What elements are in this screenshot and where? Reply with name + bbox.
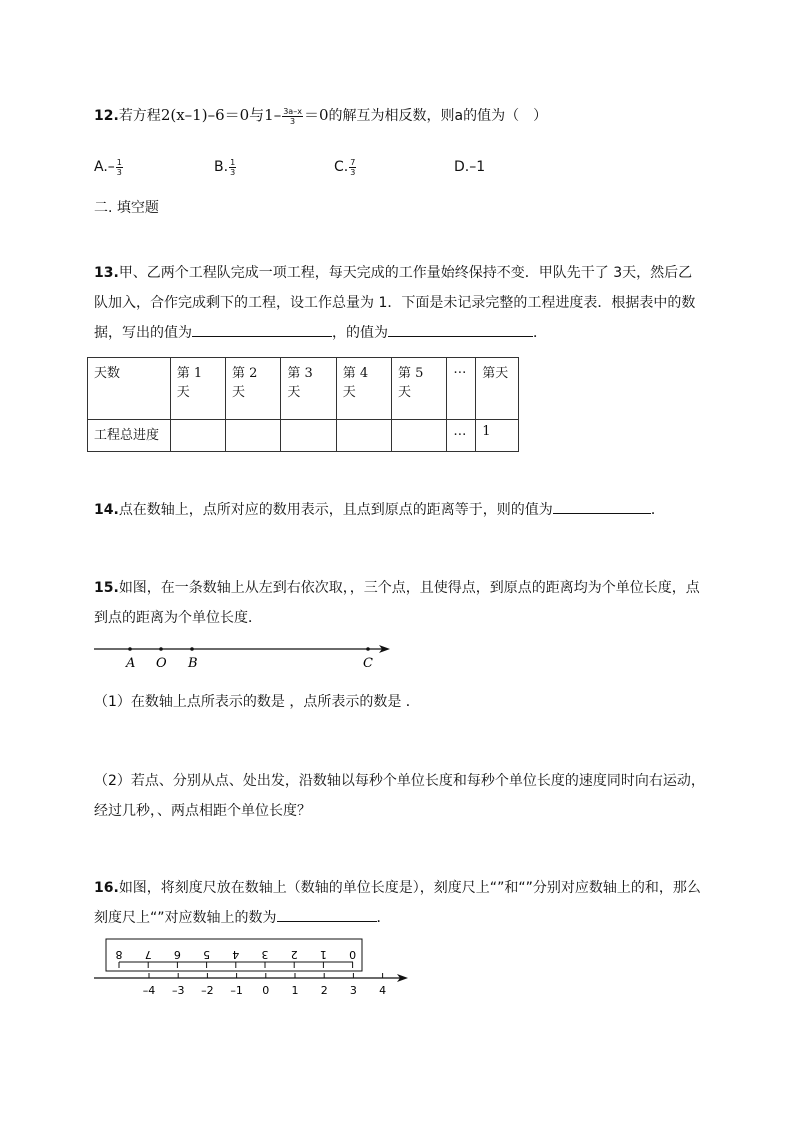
number-line-figure [90,638,400,672]
ruler-figure [90,938,420,1002]
ruler-label: 6 [173,948,181,961]
answer-blank[interactable] [277,907,377,922]
q12-option-a: A.– $\frac{1}{3}$ [94,157,122,177]
axis-label: –4 [142,984,156,997]
table-cell[interactable] [281,420,336,452]
q15-part-1: （1）在数轴上点所表示的数是 ，点所表示的数是 ． [94,694,420,710]
question-16: 16.如图，将刻度尺放在数轴上（数轴的单位长度是），刻度尺上“”和“”分别对应数轴上的和，那么 刻度尺上“”对应数轴上的数为 ． [94,880,701,926]
ruler-label: 8 [115,948,123,961]
progress-table [87,357,519,452]
ruler-label: 2 [290,948,298,961]
answer-blank[interactable] [192,322,332,337]
table-header-cell: 第 2 天 [226,358,281,420]
table-cell[interactable] [392,420,447,452]
table-cell: 1 [476,420,519,452]
axis-label: –3 [171,984,185,997]
answer-blank[interactable] [388,322,533,337]
point-label: B [188,656,198,671]
ruler-label: 5 [203,948,211,961]
question-14: 14.点在数轴上，点所对应的数用表示，且点到原点的距离等于，则的值为 ． [94,496,734,524]
axis-label: 4 [379,984,387,997]
table-header-cell: 第天 [476,358,519,420]
q15-part-2: （2）若点、分别从点、处出发，沿数轴以每秒个单位长度和每秒个单位长度的速度同时向右运动， 经过几秒，、两点相距个单位长度？ [94,773,705,819]
table-header-cell: 第 5 天 [392,358,447,420]
ruler-label: 3 [261,948,269,961]
equation-1: 2(x–1)–6＝0 [160,106,250,124]
table-cell: 工程总进度 [88,420,171,452]
table-cell[interactable] [336,420,391,452]
q12-option-d: D.–1 [454,159,486,175]
q12-option-b: B. $\frac{1}{3}$ [214,157,236,177]
table-header-cell: 第 3 天 [281,358,336,420]
point-label: C [363,656,373,671]
axis-label: –1 [230,984,243,997]
question-number: 12. [94,108,119,124]
point-label: O [156,656,167,671]
axis-label: 3 [349,984,357,997]
ruler-label: 0 [349,948,357,961]
point-b [190,647,194,651]
point-label: A [126,656,136,671]
table-header-cell: 第 4 天 [336,358,391,420]
table-header-cell: 第 1 天 [170,358,225,420]
ruler-label: 4 [232,948,240,961]
section-title: 二. 填空题 [94,200,159,216]
table-cell: … [447,420,476,452]
table-cell[interactable] [226,420,281,452]
table-header-cell: … [447,358,476,420]
ruler-label: 7 [144,948,152,961]
question-13: 13.甲、乙两个工程队完成一项工程，每天完成的工作量始终保持不变．甲队先干了 3天，然后乙 队加入，合作完成剩下的工程，设工作总量为 1．下面是未记录完整的工程进度表．根据表中的数 据，写出的值为 ，的值为 ． [94,265,696,341]
point-a [128,647,132,651]
table-cell[interactable] [170,420,225,452]
axis-label: 0 [262,984,270,997]
axis-label: –2 [201,984,214,997]
point-o [159,647,163,651]
question-15: 15.如图，在一条数轴上从左到右依次取，，三个点，且使得点，到原点的距离均为个单位长度，点 到点的距离为个单位长度． [94,580,700,626]
ruler-label: 1 [319,948,327,961]
question-12: 12.若方程2(x–1)–6＝0与1– $\frac{3a-x}{3}$ ＝0的解互为相反数，则a的值为（ ） [94,106,548,126]
axis-label: 1 [291,984,299,997]
fraction: $\frac{3a-x}{3}$ [283,106,302,126]
table-header-cell: 天数 [88,358,171,420]
answer-blank[interactable] [553,499,651,514]
axis-label: 2 [320,984,328,997]
point-c [366,647,370,651]
q12-option-c: C. $\frac{7}{3}$ [334,157,356,177]
